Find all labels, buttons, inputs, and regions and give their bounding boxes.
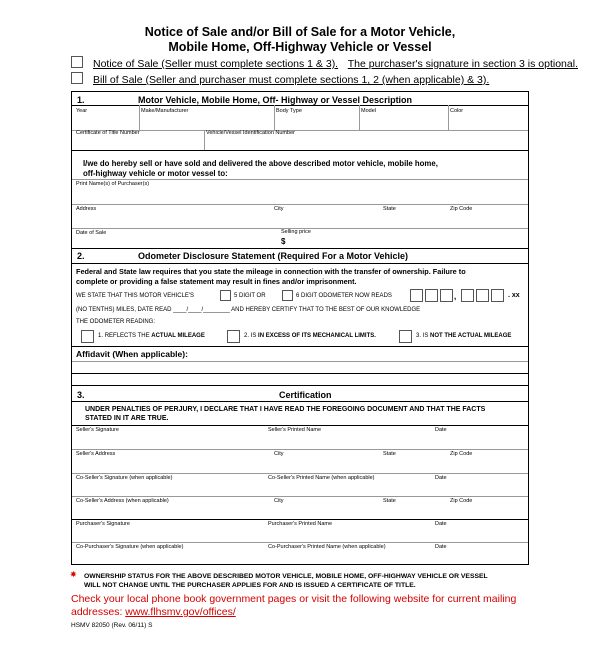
year-label: Year xyxy=(76,108,88,114)
purchaser-printed-name-label: Purchaser's Printed Name xyxy=(268,521,333,527)
odometer-tenths: . xx xyxy=(508,292,520,299)
odometer-digit-6[interactable] xyxy=(491,289,504,302)
make-label: Make/Manufacturer xyxy=(141,108,189,114)
coseller-signature-label: Co-Seller's Signature (when applicable) xyxy=(76,475,173,481)
five-digit-label: 5 DIGIT OR xyxy=(234,293,266,299)
notice-of-sale-option xyxy=(93,58,578,70)
sale-statement-line1: I/we do hereby sell or have sold and delivered the above described motor vehicle, mobile home, xyxy=(83,159,438,168)
excess-mileage-checkbox[interactable] xyxy=(227,330,240,343)
asterisk-icon: ✷ xyxy=(70,570,77,579)
offices-link[interactable]: www.flhsmv.gov/offices/ xyxy=(125,606,236,618)
check-line2: addresses: xyxy=(71,606,126,618)
odometer-comma: , xyxy=(454,292,457,301)
form-box xyxy=(71,91,529,565)
seller-printed-name-label: Seller's Printed Name xyxy=(268,427,322,433)
check-phone-book-note xyxy=(71,593,516,619)
coseller-city-label: City xyxy=(274,498,284,504)
odometer-digit-5[interactable] xyxy=(476,289,489,302)
seller-zip-label: Zip Code xyxy=(450,451,473,457)
coseller-printed-name-label: Co-Seller's Printed Name (when applicable) xyxy=(268,475,375,481)
purchaser-names-label: Print Name(s) of Purchaser(s) xyxy=(76,181,150,187)
purchaser-signature-label: Purchaser's Signature xyxy=(76,521,130,527)
option2: 2. IS IN EXCESS OF ITS MECHANICAL LIMITS. xyxy=(244,333,376,339)
coseller-state-label: State xyxy=(383,498,396,504)
ownership-line2: WILL NOT CHANGE UNTIL THE PURCHASER APPLIES FOR AND IS ISSUED A CERTIFICATE OF TITLE. xyxy=(84,582,416,589)
notice-of-sale-checkbox[interactable] xyxy=(71,56,83,68)
six-digit-checkbox[interactable] xyxy=(282,290,293,301)
perjury-line1: UNDER PENALTIES OF PERJURY, I DECLARE THAT I HAVE READ THE FOREGOING DOCUMENT AND THAT THE FACTS xyxy=(85,406,486,413)
notice-of-sale-note: The purchaser's signature in section 3 is optional. xyxy=(347,58,578,70)
section1-number: 1. xyxy=(77,95,85,105)
address-label: Address xyxy=(76,206,97,212)
coseller-date-label: Date xyxy=(435,475,447,481)
seller-date-label: Date xyxy=(435,427,447,433)
odometer-digit-1[interactable] xyxy=(410,289,423,302)
state-label: State xyxy=(383,206,396,212)
currency-symbol: $ xyxy=(281,237,286,246)
odometer-digit-4[interactable] xyxy=(461,289,474,302)
actual-mileage-checkbox[interactable] xyxy=(81,330,94,343)
body-type-label: Body Type xyxy=(276,108,302,114)
form-title-line2: Mobile Home, Off-Highway Vehicle or Vessel xyxy=(168,40,432,54)
affidavit-label: Affidavit (When applicable): xyxy=(76,349,188,359)
city-label: City xyxy=(274,206,284,212)
bill-of-sale-checkbox[interactable] xyxy=(71,72,83,84)
model-label: Model xyxy=(361,108,376,114)
seller-address-label: Seller's Address xyxy=(76,451,116,457)
sale-statement-line2: off-highway vehicle or motor vessel to: xyxy=(83,169,228,178)
bill-of-sale-label: Bill of Sale (Seller and purchaser must complete sections 1, 2 (when applicable) & 3). xyxy=(93,74,490,86)
six-digit-label: 6 DIGIT ODOMETER NOW READS xyxy=(296,293,392,299)
form-title-line1: Notice of Sale and/or Bill of Sale for a Motor Vehicle, xyxy=(144,25,456,39)
coseller-zip-label: Zip Code xyxy=(450,498,473,504)
section3-number: 3. xyxy=(77,390,85,400)
five-digit-checkbox[interactable] xyxy=(220,290,231,301)
ownership-line1: OWNERSHIP STATUS FOR THE ABOVE DESCRIBED MOTOR VEHICLE, MOBILE HOME, OFF-HIGHWAY VEHICLE OR VESSEL xyxy=(84,573,488,580)
notice-of-sale-label: Notice of Sale (Seller must complete sections 1 & 3). xyxy=(93,58,339,70)
perjury-line2: STATED IN IT ARE TRUE. xyxy=(85,415,169,422)
coseller-address-label: Co-Seller's Address (when applicable) xyxy=(76,498,169,504)
seller-signature-label: Seller's Signature xyxy=(76,427,119,433)
color-label: Color xyxy=(450,108,464,114)
ownership-status-notice xyxy=(84,572,488,590)
date-of-sale-label: Date of Sale xyxy=(76,230,107,236)
form-id: HSMV 82050 (Rev. 06/11) S xyxy=(71,622,153,629)
zip-label: Zip Code xyxy=(450,206,473,212)
section2-heading: Odometer Disclosure Statement (Required For a Motor Vehicle) xyxy=(138,251,409,261)
title-number-label: Certificate of Title Number xyxy=(76,130,140,136)
copurchaser-date-label: Date xyxy=(435,544,447,550)
section3-heading: Certification xyxy=(279,390,332,400)
odometer-warning-line2: complete or providing a false statement may result in fines and/or imprisonment. xyxy=(76,277,357,286)
seller-city-label: City xyxy=(274,451,284,457)
selling-price-label: Selling price xyxy=(281,229,311,235)
seller-state-label: State xyxy=(383,451,396,457)
tenths-line: (NO TENTHS) MILES, DATE READ ____/____/________ AND HEREBY CERTIFY THAT TO THE BEST OF OUR KNOWLEDGE xyxy=(76,307,421,313)
copurchaser-signature-label: Co-Purchaser's Signature (when applicable) xyxy=(76,544,184,550)
odometer-digit-2[interactable] xyxy=(425,289,438,302)
state-prefix: WE STATE THAT THIS MOTOR VEHICLE'S xyxy=(76,293,195,299)
copurchaser-printed-name-label: Co-Purchaser's Printed Name (when applicable) xyxy=(268,544,386,550)
option1: 1. REFLECTS THE ACTUAL MILEAGE xyxy=(98,333,205,339)
odometer-warning-line1: Federal and State law requires that you state the mileage in connection with the transfer of ownership. Failure to xyxy=(76,267,466,276)
odometer-reading-label: THE ODOMETER READING: xyxy=(76,319,156,325)
option3: 3. IS NOT THE ACTUAL MILEAGE xyxy=(416,333,512,339)
not-actual-mileage-checkbox[interactable] xyxy=(399,330,412,343)
vin-label: Vehicle/Vessel Identification Number xyxy=(206,130,295,136)
odometer-digit-3[interactable] xyxy=(440,289,453,302)
check-line1: Check your local phone book government pages or visit the following website for current mailing xyxy=(71,593,517,605)
purchaser-date-label: Date xyxy=(435,521,447,527)
section2-number: 2. xyxy=(77,251,85,261)
section1-heading: Motor Vehicle, Mobile Home, Off- Highway or Vessel Description xyxy=(138,95,413,105)
